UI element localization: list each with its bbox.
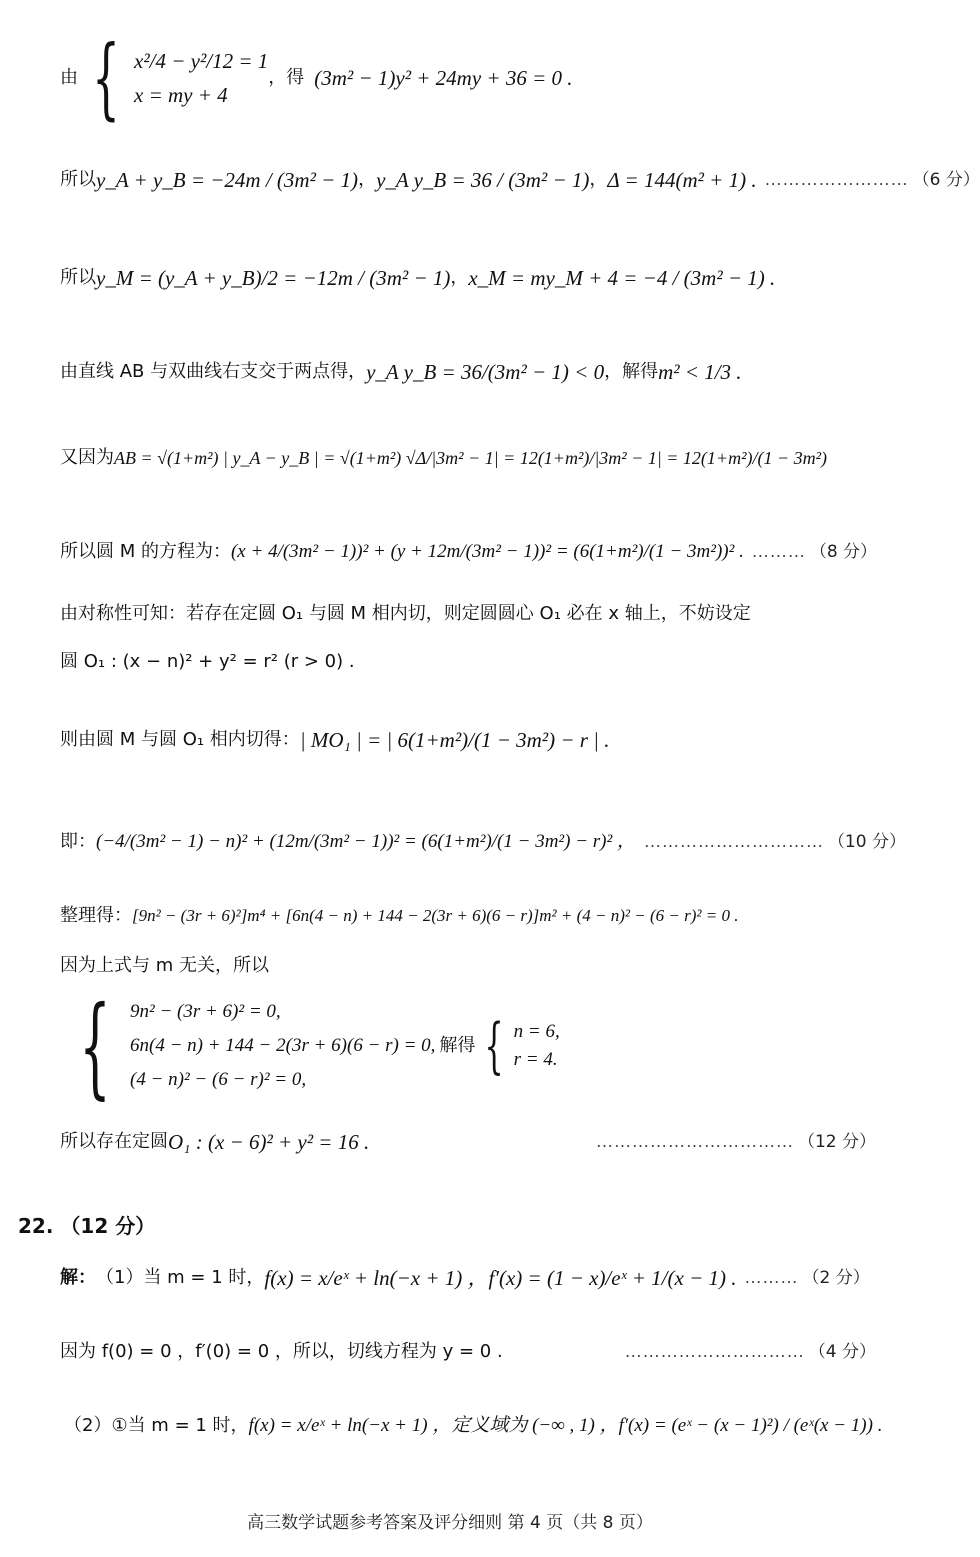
- page-footer: 高三数学试题参考答案及评分细则 第 4 页（共 8 页）: [247, 1513, 653, 1533]
- text-prefix: 由: [60, 67, 78, 88]
- question-points: （12 分）: [60, 1214, 156, 1238]
- equation-system: [78, 26, 269, 129]
- equation-fixed-circle: O₁ : (x − 6)² + y² = 16 .: [168, 1130, 370, 1154]
- score-label: （8 分）: [809, 542, 878, 562]
- text-symmetry: 由对称性可知：若存在定圆 O₁ 与圆 M 相内切，则定圆圆心 O₁ 必在 x 轴上，不妨设定: [60, 603, 751, 624]
- score-leader: …………………………: [624, 1342, 805, 1361]
- equation-quadratic: (3m² − 1)y² + 24my + 36 = 0 .: [314, 66, 573, 90]
- system-row-1: 9n² − (3r + 6)² = 0,: [130, 1001, 281, 1022]
- line-vieta: 所以 y_A + y_B = −24m / (3m² − 1) ， y_A y_B = 36 / (3m² − 1) ， Δ = 144(m² + 1) . …………………… （6 分）: [60, 168, 980, 192]
- score-leader: ……………………: [764, 170, 909, 189]
- solution-label: 解：: [60, 1267, 96, 1288]
- line-condition: [60, 352, 876, 392]
- equation-system-3: [60, 982, 436, 1110]
- score-label: （6 分）: [912, 170, 980, 190]
- text-condition: （2）①当 m = 1 时，: [64, 1415, 249, 1436]
- text-solve: 解得: [439, 1035, 476, 1056]
- text-tail: ，解得: [604, 361, 659, 382]
- system-row-3: (4 − n)² − (6 − r)² = 0,: [130, 1069, 307, 1090]
- text-tangent: 因为 f(0) = 0 ，f′(0) = 0 ，所以，切线方程为 y = 0 .: [60, 1341, 503, 1362]
- solution-n: n = 6,: [513, 1021, 560, 1042]
- text-prefix: 所以圆 M 的方程为：: [60, 541, 231, 562]
- text-condition: 由直线 AB 与双曲线右支交于两点得，: [60, 361, 367, 382]
- left-brace: {: [79, 982, 111, 1110]
- line-circle-m: [60, 528, 876, 576]
- text-prefix: 所以: [60, 267, 96, 288]
- text-prefix: 所以: [60, 169, 96, 190]
- system-row-2: 6n(4 − n) + 144 − 2(3r + 6)(6 − r) = 0,: [130, 1035, 436, 1056]
- line-midpoint: 所以 y_M = (y_A + y_B)/2 = −12m / (3m² − 1) ， x_M = my_M + 4 = −4 / (3m² − 1) .: [60, 266, 776, 290]
- score-leader: ………: [744, 1268, 799, 1287]
- text-prefix: 即：: [60, 831, 96, 852]
- score-label: （12 分）: [797, 1132, 876, 1152]
- left-brace: {: [484, 1011, 505, 1081]
- solution-r: r = 4.: [513, 1049, 558, 1070]
- equation-domain: f(x) = x/eˣ + ln(−x + 1) ，定义域为 (−∞ , 1) ，: [248, 1415, 619, 1436]
- line-independent: [60, 952, 876, 980]
- line-simplified: [60, 902, 876, 930]
- equation-ab: AB = √(1+m²) | y_A − y_B | = √(1+m²) √Δ/|3m² − 1| = 12(1+m²)/|3m² − 1| = 12(1+m²)/(1 − 3m²): [114, 448, 827, 468]
- line-conclusion: [60, 1128, 876, 1156]
- line-chord-length: [60, 438, 876, 478]
- equation-product-negative: y_A y_B = 36/(3m² − 1) < 0: [366, 360, 605, 384]
- equation-mo1: | MO₁ | = | 6(1+m²)/(1 − 3m²) − r | .: [299, 728, 610, 752]
- text-prefix: 又因为: [60, 447, 114, 468]
- text-prefix: 整理得：: [60, 905, 132, 926]
- text-independent: 因为上式与 m 无关，所以: [60, 955, 269, 976]
- equation-distance: (−4/(3m² − 1) − n)² + (12m/(3m² − 1))² = (6(1+m²)/(1 − 3m²) − r)² ，: [96, 831, 636, 852]
- equation-fprime-2: f′(x) = (eˣ − (x − 1)²) / (eˣ(x − 1)) .: [618, 1415, 883, 1436]
- score-leader: ………: [751, 542, 806, 561]
- equation-ym: y_M = (y_A + y_B)/2 = −12m / (3m² − 1): [96, 266, 451, 290]
- line-symmetry: [60, 600, 876, 628]
- equation-fprime: f′(x) = (1 − x)/eˣ + 1/(x − 1) .: [488, 1266, 737, 1290]
- line-system-2: [60, 982, 876, 1110]
- solution-system: [475, 1011, 560, 1081]
- score-label: （4 分）: [808, 1342, 876, 1362]
- equation-product: y_A y_B = 36 / (3m² − 1): [376, 168, 590, 192]
- line-tangent: [60, 1338, 876, 1366]
- score-leader: …………………………: [643, 832, 824, 851]
- text-mid: ，得: [268, 67, 305, 88]
- equation-m-range: m² < 1/3 .: [658, 360, 742, 384]
- equation-polynomial: [9n² − (3r + 6)²]m⁴ + [6n(4 − n) + 144 − 2(3r + 6)(6 − r)]m² + (4 − n)² − (6 − r)² = 0 .: [132, 906, 739, 925]
- text-prefix: 则由圆 M 与圆 O₁ 相内切得：: [60, 729, 300, 750]
- line-expanded: [60, 818, 906, 866]
- text-circle-o1: 圆 O₁ : (x − n)² + y² = r² (r > 0) .: [60, 651, 355, 672]
- line-circle-o1: [60, 648, 876, 676]
- score-leader: ……………………………: [595, 1132, 794, 1151]
- question-number: 22. （12 分）: [18, 1214, 156, 1238]
- system-row-1: x²/4 − y²/12 = 1: [134, 49, 269, 73]
- score-label: （2 分）: [802, 1268, 870, 1288]
- equation-xm: x_M = my_M + 4 = −4 / (3m² − 1) .: [468, 266, 776, 290]
- equation-sum: y_A + y_B = −24m / (3m² − 1): [96, 168, 359, 192]
- equation-f: f(x) = x/eˣ + ln(−x + 1) ，: [264, 1266, 489, 1290]
- line-system-1: [60, 26, 876, 129]
- left-brace: {: [92, 26, 120, 129]
- text-prefix: 所以存在定圆: [60, 1131, 168, 1152]
- text-condition: （1）当 m = 1 时，: [96, 1267, 265, 1288]
- system-row-2: x = my + 4: [134, 83, 228, 107]
- equation-discriminant: Δ = 144(m² + 1) .: [607, 168, 757, 192]
- line-part-1: [60, 1258, 876, 1298]
- line-internal-tangent: [60, 720, 876, 760]
- line-part-2: [64, 1404, 883, 1448]
- score-label: （10 分）: [827, 832, 906, 852]
- equation-circle-m: (x + 4/(3m² − 1))² + (y + 12m/(3m² − 1))² = (6(1+m²)/(1 − 3m²))² .: [230, 541, 744, 562]
